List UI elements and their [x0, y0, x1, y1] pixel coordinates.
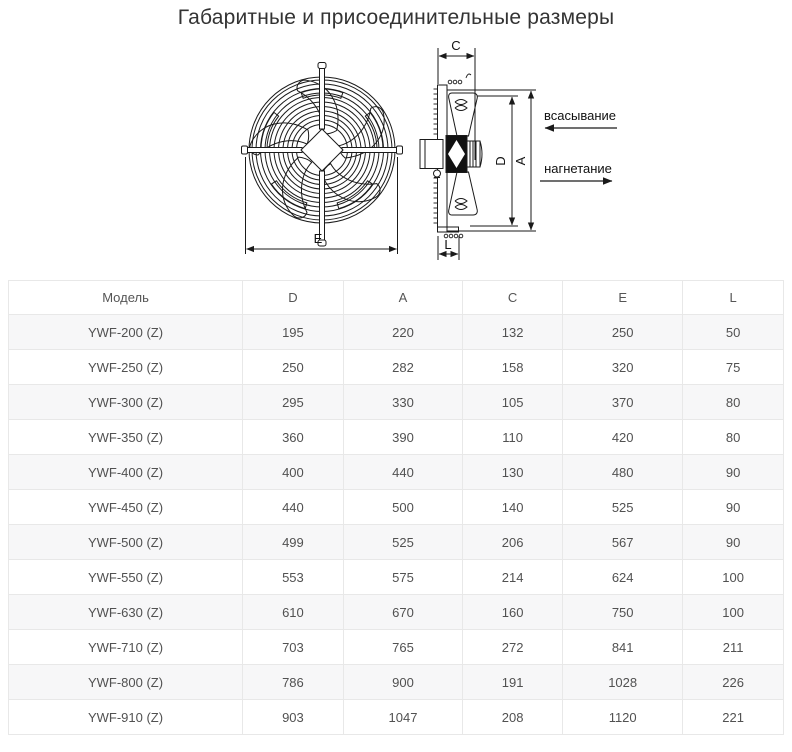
table-cell: 400: [243, 455, 344, 490]
table-row: [9, 525, 784, 560]
table-body: [9, 315, 784, 735]
table-cell: 500: [343, 490, 462, 525]
table-cell: YWF-200 (Z): [9, 315, 243, 350]
table-cell: YWF-630 (Z): [9, 595, 243, 630]
table-cell: 206: [463, 525, 563, 560]
fan-side-view: [420, 38, 536, 260]
table-cell: 1047: [343, 700, 462, 735]
table-cell: 295: [243, 385, 344, 420]
spec-table: [8, 280, 784, 735]
table-cell: 160: [463, 595, 563, 630]
table-cell: YWF-300 (Z): [9, 385, 243, 420]
table-cell: 250: [243, 350, 344, 385]
table-cell: 140: [463, 490, 563, 525]
table-row: [9, 630, 784, 665]
column-header: D: [243, 281, 344, 315]
table-cell: 100: [683, 595, 784, 630]
table-cell: 272: [463, 630, 563, 665]
table-cell: 440: [243, 490, 344, 525]
table-cell: YWF-910 (Z): [9, 700, 243, 735]
table-cell: 90: [683, 490, 784, 525]
table-cell: YWF-450 (Z): [9, 490, 243, 525]
table-cell: 360: [243, 420, 344, 455]
table-header-row: [9, 281, 784, 315]
table-cell: 480: [563, 455, 683, 490]
table-cell: YWF-500 (Z): [9, 525, 243, 560]
airflow-annotations: [540, 108, 617, 181]
table-cell: 158: [463, 350, 563, 385]
table-cell: 525: [343, 525, 462, 560]
table-cell: 214: [463, 560, 563, 595]
table-cell: YWF-350 (Z): [9, 420, 243, 455]
table-cell: 320: [563, 350, 683, 385]
table-cell: 90: [683, 455, 784, 490]
table-cell: 903: [243, 700, 344, 735]
table-row: [9, 700, 784, 735]
table-cell: YWF-400 (Z): [9, 455, 243, 490]
table-cell: 100: [683, 560, 784, 595]
table-cell: 765: [343, 630, 462, 665]
table-cell: 390: [343, 420, 462, 455]
table-cell: 841: [563, 630, 683, 665]
dim-label-c: C: [451, 38, 461, 53]
table-cell: 567: [563, 525, 683, 560]
table-cell: 282: [343, 350, 462, 385]
table-cell: 208: [463, 700, 563, 735]
table-cell: 195: [243, 315, 344, 350]
table-row: [9, 420, 784, 455]
table-cell: 670: [343, 595, 462, 630]
table-cell: 900: [343, 665, 462, 700]
table-cell: 250: [563, 315, 683, 350]
blade-profile-bottom: [449, 172, 478, 215]
column-header: L: [683, 281, 784, 315]
fan-dimensions-drawing: [0, 0, 792, 278]
table-cell: YWF-250 (Z): [9, 350, 243, 385]
table-cell: 1120: [563, 700, 683, 735]
dim-label-e: E: [313, 231, 323, 246]
table-cell: 499: [243, 525, 344, 560]
table-cell: YWF-800 (Z): [9, 665, 243, 700]
table-row: [9, 560, 784, 595]
motor-assembly: [420, 136, 482, 178]
blade-profile-top: [449, 93, 478, 136]
table-cell: 525: [563, 490, 683, 525]
column-header: Модель: [9, 281, 243, 315]
table-cell: YWF-710 (Z): [9, 630, 243, 665]
table-cell: 130: [463, 455, 563, 490]
table-cell: 80: [683, 420, 784, 455]
dim-label-d: D: [493, 156, 508, 166]
table-cell: 50: [683, 315, 784, 350]
table-cell: 575: [343, 560, 462, 595]
table-cell: 226: [683, 665, 784, 700]
column-header: E: [563, 281, 683, 315]
table-cell: 624: [563, 560, 683, 595]
table-cell: 750: [563, 595, 683, 630]
table-cell: 132: [463, 315, 563, 350]
table-cell: 440: [343, 455, 462, 490]
table-cell: 1028: [563, 665, 683, 700]
table-cell: YWF-550 (Z): [9, 560, 243, 595]
dim-label-a: A: [513, 156, 528, 166]
table-row: [9, 490, 784, 525]
table-row: [9, 315, 784, 350]
table-cell: 191: [463, 665, 563, 700]
table-cell: 221: [683, 700, 784, 735]
column-header: C: [463, 281, 563, 315]
table-cell: 703: [243, 630, 344, 665]
table-cell: 220: [343, 315, 462, 350]
suction-label: всасывание: [544, 108, 616, 123]
table-cell: 75: [683, 350, 784, 385]
discharge-label: нагнетание: [544, 161, 612, 176]
dim-label-l: L: [444, 237, 452, 252]
table-cell: 211: [683, 630, 784, 665]
column-header: A: [343, 281, 462, 315]
table-row: [9, 455, 784, 490]
table-cell: 610: [243, 595, 344, 630]
table-cell: 90: [683, 525, 784, 560]
table-cell: 553: [243, 560, 344, 595]
table-cell: 105: [463, 385, 563, 420]
table-row: [9, 350, 784, 385]
fan-front-view: [242, 63, 417, 255]
table-cell: 110: [463, 420, 563, 455]
table-cell: 330: [343, 385, 462, 420]
table-row: [9, 595, 784, 630]
table-cell: 420: [563, 420, 683, 455]
table-cell: 786: [243, 665, 344, 700]
hub-diamond: [301, 129, 343, 171]
table-row: [9, 665, 784, 700]
table-cell: 80: [683, 385, 784, 420]
table-cell: 370: [563, 385, 683, 420]
table-row: [9, 385, 784, 420]
page-title: Габаритные и присоединительные размеры: [177, 6, 615, 29]
